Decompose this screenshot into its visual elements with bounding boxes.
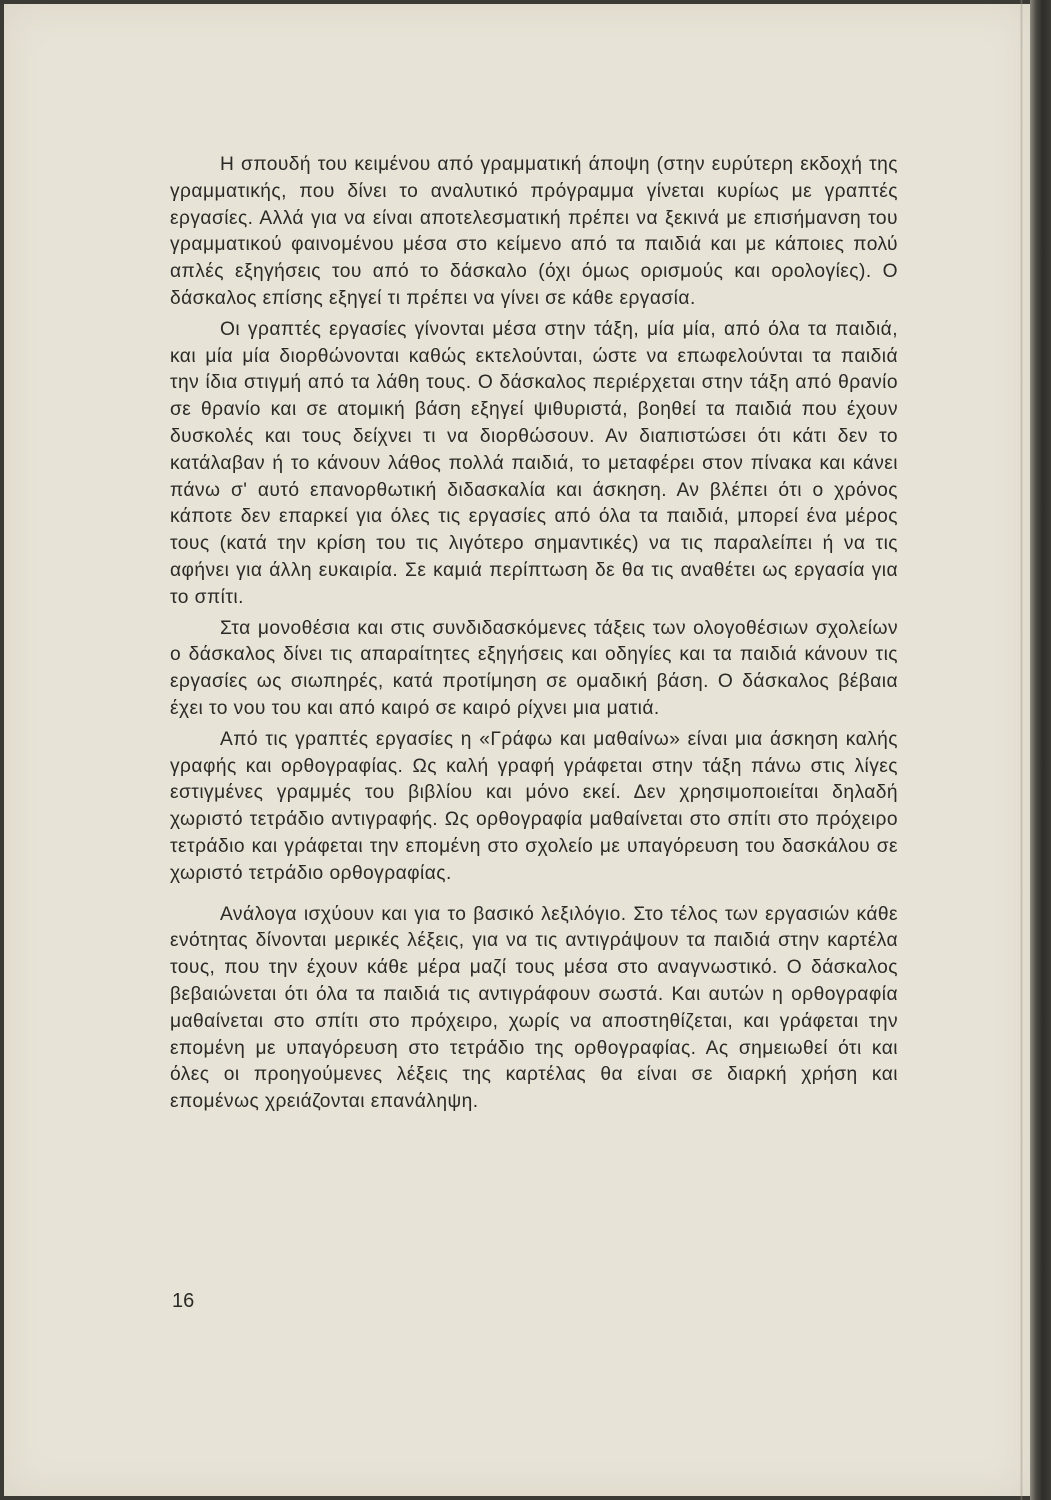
paragraph-3: Στα μονοθέσια και στις συνδιδασκόμενες τάξεις των ολογοθέσιων σχολείων ο δάσκαλος δίνει τις απαραίτητες εξηγήσεις και οδηγίες και τα παιδιά κάνουν τις εργασίες ως σιωπηρές, κατά προτίμηση σε ομαδική βάση. Ο δάσκαλος βέβαια έχει το νου του και από καιρό σε καιρό ρίχνει μια ματιά. bbox=[170, 617, 898, 719]
paragraph-4: Από τις γραπτές εργασίες η «Γράφω και μαθαίνω» είναι μια άσκηση καλής γραφής και ορθογραφίας. Ως καλή γραφή γράφεται στην τάξη πάνω στις λίγες εστιγμένες γραμμές του βιβλίου και μόνο εκεί. Δεν χρησιμοποιείται δηλαδή χωριστό τετράδιο αντιγραφής. Ως ορθογραφία μαθαίνεται στο σπίτι στο πρόχειρο τετράδιο και γράφεται την επομένη στο σχολείο με υπαγόρευση του δασκάλου σε χωριστό τετράδιο ορθογραφίας. bbox=[170, 728, 898, 884]
paragraph-1: Η σπουδή του κειμένου από γραμματική άποψη (στην ευρύτερη εκδοχή της γραμματικής, που δίνει το αναλυτικό πρόγραμμα γίνεται κυρίως με γραπτές εργασίες. Αλλά για να είναι αποτελεσματική πρέπει να ξεκινά με επισήμανση του γραμματικού φαινομένου μέσα στο κείμενο από τα παιδιά και με κάποιες πολύ απλές εξηγήσεις του από το δάσκαλο (όχι όμως ορισμούς και ορολογίες). Ο δάσκαλος επίσης εξηγεί τι πρέπει να γίνει σε κάθε εργασία. bbox=[170, 154, 898, 309]
book-spine bbox=[1030, 0, 1051, 1500]
paragraph-2: Οι γραπτές εργασίες γίνονται μέσα στην τάξη, μία μία, από όλα τα παιδιά, και μία μία διορθώνονται καθώς εκτελούνται, ώστε να επωφελούνται τα παιδιά την ίδια στιγμή από τα λάθη τους. Ο δάσκαλος περιέρχεται στην τάξη από θρανίο σε θρανίο και σε ατομική βάση εξηγεί ψιθυριστά, βοηθεί τα παιδιά που έχουν δυσκολές και τους δείχνει τι να διορθώσουν. Αν διαπιστώσει ότι κάτι δεν το κατάλαβαν ή το κάνουν λάθος πολλά παιδιά, το μεταφέρει στον πίνακα και κάνει πάνω σ' αυτό επανορθωτική διδασκαλία και άσκηση. Αν βλέπει ότι ο χρόνος κάποτε δεν επαρκεί για όλες τις εργασίες από όλα τα παιδιά, μπορεί ένα μέρος τους (κατά την κρίση του τις λιγότερο σημαντικές) να τις παραλείπει ή να τις αφήνει για άλλη ευκαιρία. Σε καμιά περίπτωση δε θα τις αναθέτει ως εργασία για το σπίτι. bbox=[170, 318, 898, 608]
paragraph-5: Ανάλογα ισχύουν και για το βασικό λεξιλόγιο. Στο τέλος των εργασιών κάθε ενότητας δίνονται μερικές λέξεις, για να τις αντιγράψουν τα παιδιά στην καρτέλα τους, που την έχουν κάθε μέρα μαζί τους μέσα στο αναγνωστικό. Ο δάσκαλος βεβαιώνεται ότι όλα τα παιδιά τις αντιγράφουν σωστά. Και αυτών η ορθογραφία μαθαίνεται στο σπίτι στο πρόχειρο, χωρίς να αποστηθίζεται, και γράφεται την επομένη με υπαγόρευση στο τετράδιο της ορθογραφίας. Ας σημειωθεί ότι και όλες οι προηγούμενες λέξεις της καρτέλας θα είναι σε διαρκή χρήση και επομένως χρειάζονται επανάληψη. bbox=[170, 903, 898, 1113]
binding-shadow bbox=[1020, 0, 1023, 1500]
page-number: 16 bbox=[172, 1290, 195, 1312]
body-text bbox=[170, 152, 898, 1120]
paper-sheet bbox=[4, 4, 1030, 1496]
